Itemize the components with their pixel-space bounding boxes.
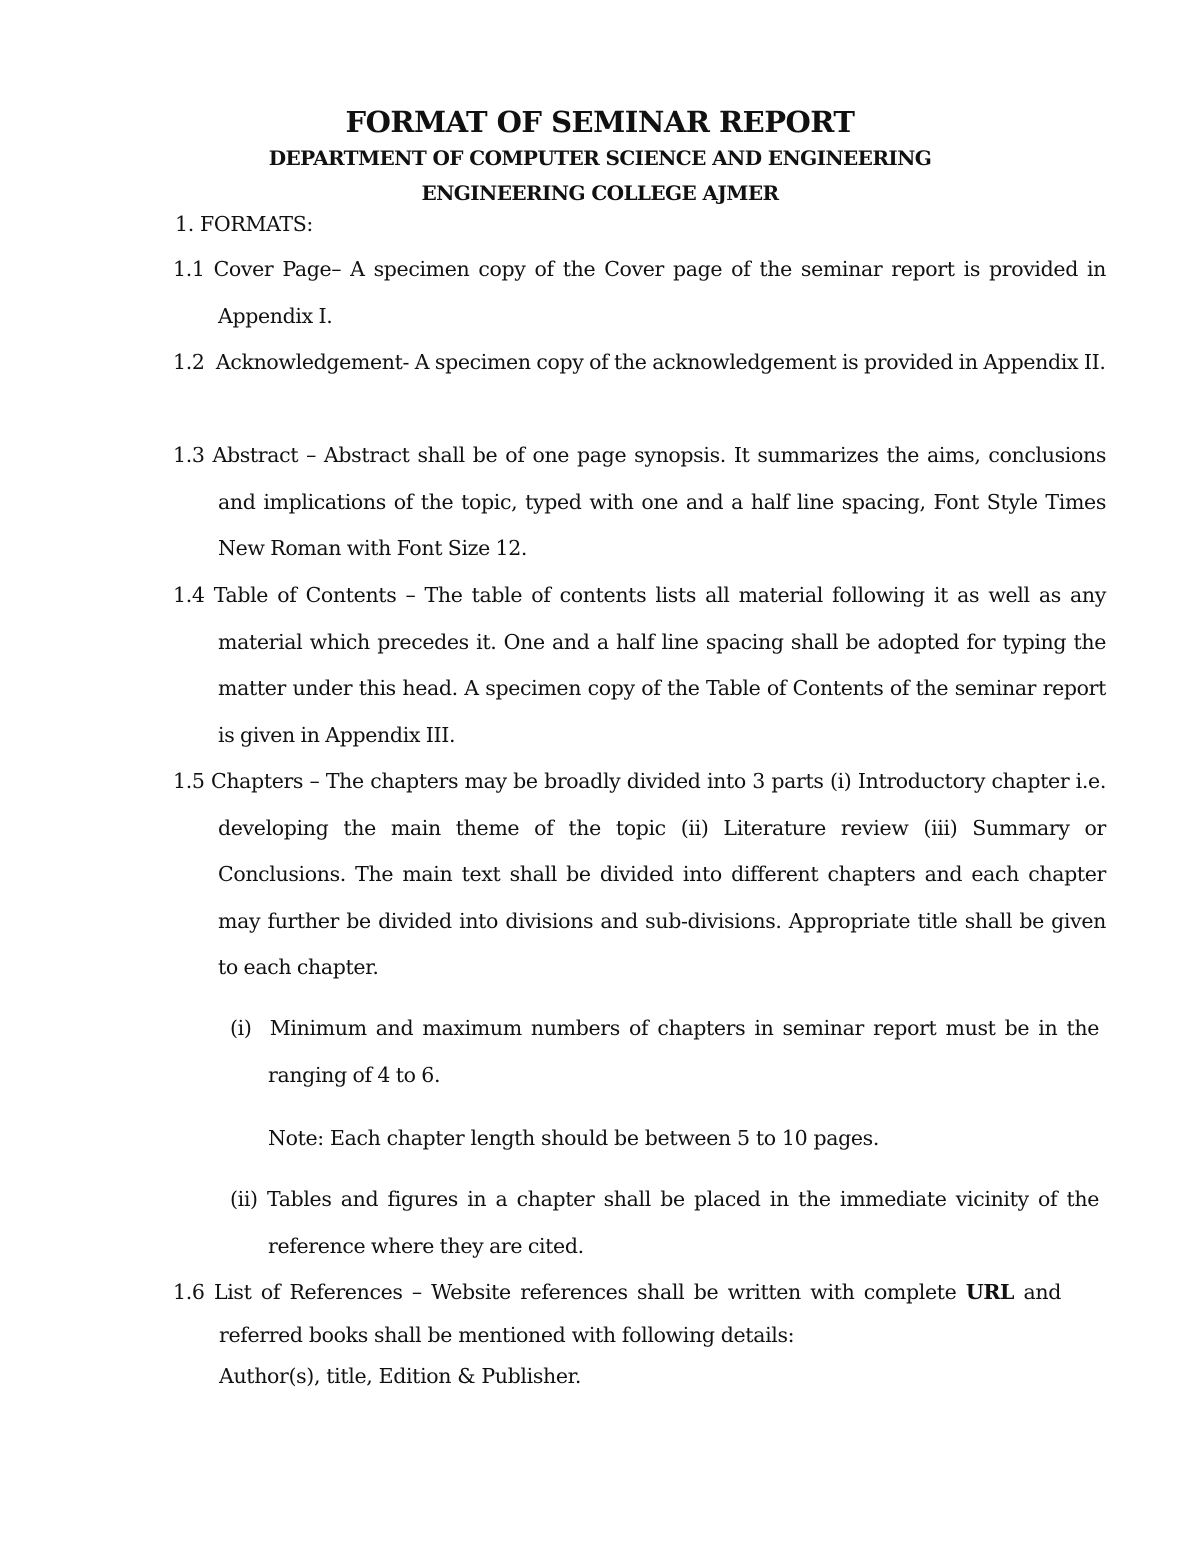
item-number: 1.2: [173, 350, 205, 374]
item-number: 1.3: [173, 443, 205, 467]
chapter-rule-ii: [230, 1176, 1099, 1269]
chapter-rule-i: [230, 1005, 1099, 1098]
section-heading: 1. FORMATS:: [175, 212, 313, 236]
url-keyword: URL: [965, 1280, 1015, 1304]
references-line-2: referred books shall be mentioned with following details:: [219, 1323, 795, 1347]
item-cover-page: [173, 246, 1106, 339]
chapter-note: Note: Each chapter length should be between 5 to 10 pages.: [268, 1126, 879, 1150]
item-abstract: [173, 432, 1106, 572]
item-text-end: and: [1014, 1280, 1062, 1304]
rule-text: Tables and figures in a chapter shall be placed in the immediate vicinity of the reference where they are cited.: [266, 1187, 1099, 1258]
department-heading: DEPARTMENT OF COMPUTER SCIENCE AND ENGINEERING: [268, 146, 932, 170]
rule-text: Minimum and maximum numbers of chapters in seminar report must be in the ranging of 4 to 6.: [268, 1016, 1099, 1087]
college-heading: ENGINEERING COLLEGE AJMER: [421, 181, 779, 205]
item-text: Acknowledgement- A specimen copy of the acknowledgement is provided in Appendix II.: [215, 350, 1106, 374]
document-title: FORMAT OF SEMINAR REPORT: [345, 105, 855, 139]
item-table-of-contents: [173, 572, 1106, 758]
item-number: 1.5: [173, 769, 205, 793]
item-references: [173, 1269, 1061, 1316]
item-text: Chapters – The chapters may be broadly divided into 3 parts (i) Introductory chapter i.e. developing the main theme of the topic (ii) Literature review (iii) Summary or Conclusions. The main text shall be divided into different chapters and each chapter may further be divided into divisions and sub-divisions. Appropriate title shall be given to each chapter.: [210, 769, 1107, 979]
item-number: 1.4: [173, 583, 205, 607]
item-acknowledgement: [173, 339, 1106, 386]
item-text: Abstract – Abstract shall be of one page synopsis. It summarizes the aims, conclusions and implications of the topic, typed with one and a half line spacing, Font Style Times New Roman with Font Size 12.: [212, 443, 1106, 560]
item-text: List of References – Website references shall be written with complete: [213, 1280, 966, 1304]
rule-marker: (i): [230, 1016, 252, 1040]
item-chapters: [173, 758, 1106, 991]
references-line-3: Author(s), title, Edition & Publisher.: [219, 1364, 582, 1388]
item-number: 1.1: [173, 257, 205, 281]
rule-marker: (ii): [230, 1187, 258, 1211]
item-text: Table of Contents – The table of contents lists all material following it as well as any material which precedes it. One and a half line spacing shall be adopted for typing the matter under this head. A specimen copy of the Table of Contents of the seminar report is given in Appendix III.: [213, 583, 1107, 747]
item-number: 1.6: [173, 1280, 205, 1304]
item-text: Cover Page– A specimen copy of the Cover page of the seminar report is provided in Appendix I.: [213, 257, 1107, 328]
